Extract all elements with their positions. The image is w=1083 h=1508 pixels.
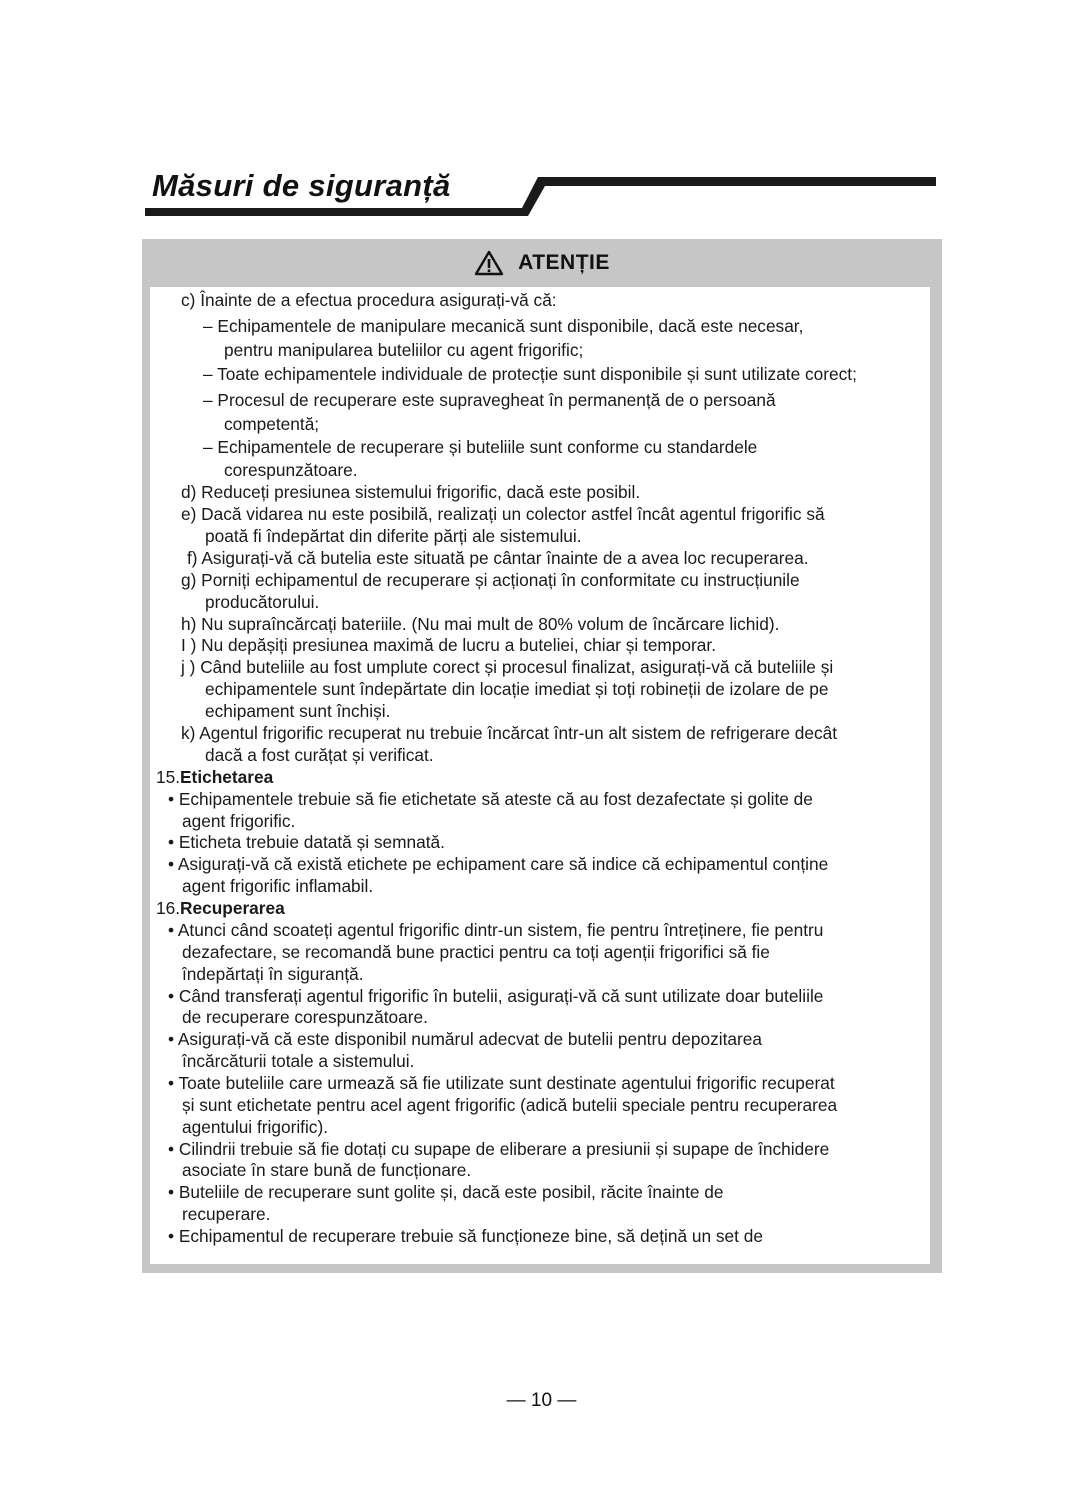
text-line: – Toate echipamentele individuale de protecție sunt disponibile și sunt utilizate corect; [203, 364, 857, 384]
text-line: corespunzătoare. [224, 460, 358, 480]
text-line: • Asigurați-vă că este disponibil numărul adecvat de butelii pentru depozitarea [168, 1029, 762, 1049]
section-number: 15. [156, 767, 181, 787]
text-line: îndepărtați în siguranță. [182, 964, 364, 984]
page-title: Măsuri de siguranță [152, 168, 451, 203]
warning-icon [474, 250, 504, 276]
text-line: agent frigorific inflamabil. [182, 876, 374, 896]
text-line: pentru manipularea buteliilor cu agent frigorific; [224, 340, 584, 360]
text-line: • Buteliile de recuperare sunt golite și, dacă este posibil, răcite înainte de [168, 1182, 724, 1202]
text-line: și sunt etichetate pentru acel agent frigorific (adică butelii speciale pentru recuperarea [182, 1095, 838, 1115]
panel-title: ATENȚIE [518, 251, 610, 274]
text-line: agentului frigorific). [182, 1117, 328, 1137]
section-title: Recuperarea [180, 898, 285, 918]
section-number: 16. [156, 898, 181, 918]
text-line: – Procesul de recuperare este supravegheat în permanență de o persoană [203, 390, 776, 410]
text-line: agent frigorific. [182, 811, 296, 831]
text-line: – Echipamentele de recuperare și buteliile sunt conforme cu standardele [203, 437, 758, 457]
text-line: • Echipamentele trebuie să fie etichetate să ateste că au fost dezafectate și golite de [168, 789, 813, 809]
text-line: asociate în stare bună de funcționare. [182, 1160, 472, 1180]
text-line: poată fi îndepărtat din diferite părți ale sistemului. [205, 526, 582, 546]
text-line: • Cilindrii trebuie să fie dotați cu supape de eliberare a presiunii și supape de închidere [168, 1139, 830, 1159]
text-line: h) Nu supraîncărcați bateriile. (Nu mai mult de 80% volum de încărcare lichid). [181, 614, 780, 634]
text-line: • Echipamentul de recuperare trebuie să funcționeze bine, să dețină un set de [168, 1226, 763, 1246]
text-line: f) Asigurați-vă că butelia este situată pe cântar înainte de a avea loc recuperarea. [187, 548, 809, 568]
text-line: încărcăturii totale a sistemului. [182, 1051, 415, 1071]
text-line: • Eticheta trebuie datată și semnată. [168, 832, 445, 852]
text-line: I ) Nu depășiți presiunea maximă de lucru a buteliei, chiar și temporar. [181, 635, 717, 655]
text-line: • Asigurați-vă că există etichete pe echipament care să indice că echipamentul conține [168, 854, 829, 874]
section-16-heading [156, 898, 285, 920]
text-line: • Toate buteliile care urmează să fie utilizate sunt destinate agentului frigorific recuperat [168, 1073, 835, 1093]
text-line: dacă a fost curățat și verificat. [205, 745, 434, 765]
text-line: competentă; [224, 414, 320, 434]
panel-heading [142, 239, 942, 287]
text-line: dezafectare, se recomandă bune practici pentru ca toți agenții frigorifici să fie [182, 942, 770, 962]
text-line: e) Dacă vidarea nu este posibilă, realizați un colector astfel încât agentul frigorific să [181, 504, 825, 524]
text-line: de recuperare corespunzătoare. [182, 1007, 428, 1027]
text-line: c) Înainte de a efectua procedura asigurați-vă că: [181, 290, 557, 310]
text-line: echipament sunt închiși. [205, 701, 391, 721]
text-line: recuperare. [182, 1204, 271, 1224]
page-number: — 10 — [506, 1390, 577, 1411]
text-line: d) Reduceți presiunea sistemului frigorific, dacă este posibil. [181, 482, 641, 502]
text-line: • Atunci când scoateți agentul frigorific dintr-un sistem, fie pentru întreținere, fie pentru [168, 920, 824, 940]
text-line: j ) Când buteliile au fost umplute corect și procesul finalizat, asigurați-vă că buteliile și [181, 657, 834, 677]
section-title: Etichetarea [180, 767, 274, 787]
section-15-heading [156, 767, 273, 789]
text-line: g) Porniți echipamentul de recuperare și acționați în conformitate cu instrucțiunile [181, 570, 800, 590]
text-line: echipamentele sunt îndepărtate din locație imediat și toți robineții de izolare de pe [205, 679, 829, 699]
text-line: – Echipamentele de manipulare mecanică sunt disponibile, dacă este necesar, [203, 316, 804, 336]
text-line: k) Agentul frigorific recuperat nu trebuie încărcat într-un alt sistem de refrigerare decât [181, 723, 838, 743]
text-line: • Când transferați agentul frigorific în butelii, asigurați-vă că sunt utilizate doar buteliile [168, 986, 824, 1006]
text-line: producătorului. [205, 592, 320, 612]
